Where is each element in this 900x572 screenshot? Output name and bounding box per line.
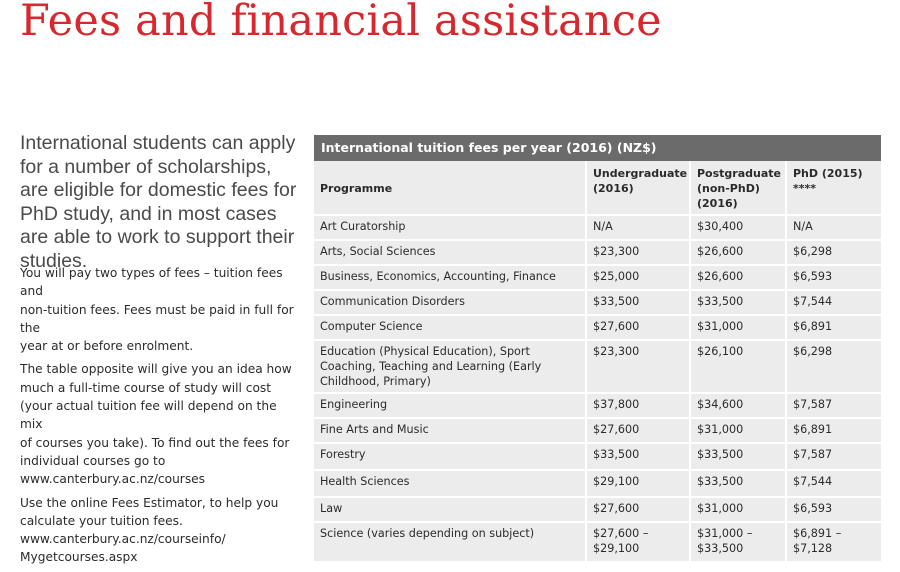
cell-programme: Science (varies depending on subject) [314, 522, 586, 562]
paragraph-line: of courses you take). To find out the fees for [20, 435, 290, 450]
cell-undergraduate: $27,600 [586, 418, 690, 443]
cell-undergraduate: $37,800 [586, 393, 690, 418]
table-paragraph [20, 360, 302, 488]
paragraph-line: year at or before enrolment. [20, 339, 194, 354]
body-text [20, 264, 302, 572]
estimator-link[interactable]: Mygetcourses.aspx [20, 550, 138, 565]
fees-paragraph [20, 264, 302, 355]
cell-programme: Forestry [314, 443, 586, 470]
cell-postgraduate: $33,500 [690, 443, 786, 470]
table-row [314, 470, 881, 497]
table-row [314, 418, 881, 443]
cell-undergraduate: $27,600 [586, 497, 690, 522]
cell-phd: $6,891 – $7,128 [786, 522, 881, 562]
paragraph-line: calculate your tuition fees. [20, 513, 183, 528]
cell-undergraduate: $29,100 [586, 470, 690, 497]
table-header-row [314, 161, 881, 215]
estimator-paragraph [20, 494, 302, 567]
paragraph-line: individual courses go to [20, 453, 166, 468]
page-title: Fees and financial assistance [20, 0, 662, 46]
cell-postgraduate: $26,600 [690, 265, 786, 290]
cell-phd: $6,298 [786, 240, 881, 265]
cell-programme: Computer Science [314, 315, 586, 340]
cell-postgraduate: $26,600 [690, 240, 786, 265]
header-phd: PhD (2015) **** [786, 161, 881, 215]
table-row [314, 393, 881, 418]
table-row [314, 443, 881, 470]
paragraph-line: much a full-time course of study will cost [20, 380, 272, 395]
cell-undergraduate: $33,500 [586, 443, 690, 470]
table-caption: International tuition fees per year (2016) (NZ$) [314, 135, 881, 161]
cell-programme: Law [314, 497, 586, 522]
cell-phd: $6,891 [786, 418, 881, 443]
cell-programme: Arts, Social Sciences [314, 240, 586, 265]
cell-programme: Art Curatorship [314, 215, 586, 240]
fees-table [314, 161, 881, 563]
cell-phd: $6,593 [786, 265, 881, 290]
courses-link[interactable]: www.canterbury.ac.nz/courses [20, 472, 206, 487]
cell-phd: $6,891 [786, 315, 881, 340]
cell-phd: $6,593 [786, 497, 881, 522]
paragraph-line: non-tuition fees. Fees must be paid in full for the [20, 302, 294, 335]
cell-programme: Education (Physical Education), Sport Coaching, Teaching and Learning (Early Childhood, Primary) [314, 340, 586, 393]
cell-postgraduate: $31,000 [690, 418, 786, 443]
cell-undergraduate: $25,000 [586, 265, 690, 290]
table-row [314, 340, 881, 393]
cell-programme: Health Sciences [314, 470, 586, 497]
header-programme: Programme [314, 161, 586, 215]
cell-phd: $7,587 [786, 393, 881, 418]
cell-phd: $7,544 [786, 470, 881, 497]
table-row [314, 240, 881, 265]
cell-postgraduate: $31,000 – $33,500 [690, 522, 786, 562]
cell-phd: $7,544 [786, 290, 881, 315]
cell-undergraduate: N/A [586, 215, 690, 240]
cell-phd: $6,298 [786, 340, 881, 393]
paragraph-line: (your actual tuition fee will depend on the mix [20, 399, 277, 432]
cell-postgraduate: $33,500 [690, 470, 786, 497]
cell-undergraduate: $27,600 – $29,100 [586, 522, 690, 562]
table-row [314, 290, 881, 315]
fees-table-container [314, 135, 881, 563]
paragraph-line: The table opposite will give you an idea how [20, 362, 292, 377]
cell-postgraduate: $34,600 [690, 393, 786, 418]
cell-phd: $7,587 [786, 443, 881, 470]
header-undergraduate: Undergraduate (2016) [586, 161, 690, 215]
intro-text: International students can apply for a number of scholarships, are eligible for domestic fees for PhD study, and in most cases are able to work to support their studies. [20, 132, 297, 272]
paragraph-line: You will pay two types of fees – tuition fees and [20, 266, 283, 299]
cell-programme: Engineering [314, 393, 586, 418]
table-row [314, 497, 881, 522]
cell-programme: Communication Disorders [314, 290, 586, 315]
cell-postgraduate: $31,000 [690, 315, 786, 340]
cell-undergraduate: $27,600 [586, 315, 690, 340]
cell-postgraduate: $31,000 [690, 497, 786, 522]
estimator-link[interactable]: www.canterbury.ac.nz/courseinfo/ [20, 532, 226, 547]
table-row [314, 215, 881, 240]
cell-undergraduate: $23,300 [586, 240, 690, 265]
paragraph-line: Use the online Fees Estimator, to help you [20, 495, 279, 510]
table-row [314, 522, 881, 562]
table-row [314, 265, 881, 290]
cell-programme: Fine Arts and Music [314, 418, 586, 443]
cell-programme: Business, Economics, Accounting, Finance [314, 265, 586, 290]
cell-undergraduate: $23,300 [586, 340, 690, 393]
header-postgraduate: Postgraduate (non-PhD) (2016) [690, 161, 786, 215]
table-row [314, 315, 881, 340]
cell-phd: N/A [786, 215, 881, 240]
cell-postgraduate: $30,400 [690, 215, 786, 240]
cell-postgraduate: $33,500 [690, 290, 786, 315]
cell-undergraduate: $33,500 [586, 290, 690, 315]
cell-postgraduate: $26,100 [690, 340, 786, 393]
